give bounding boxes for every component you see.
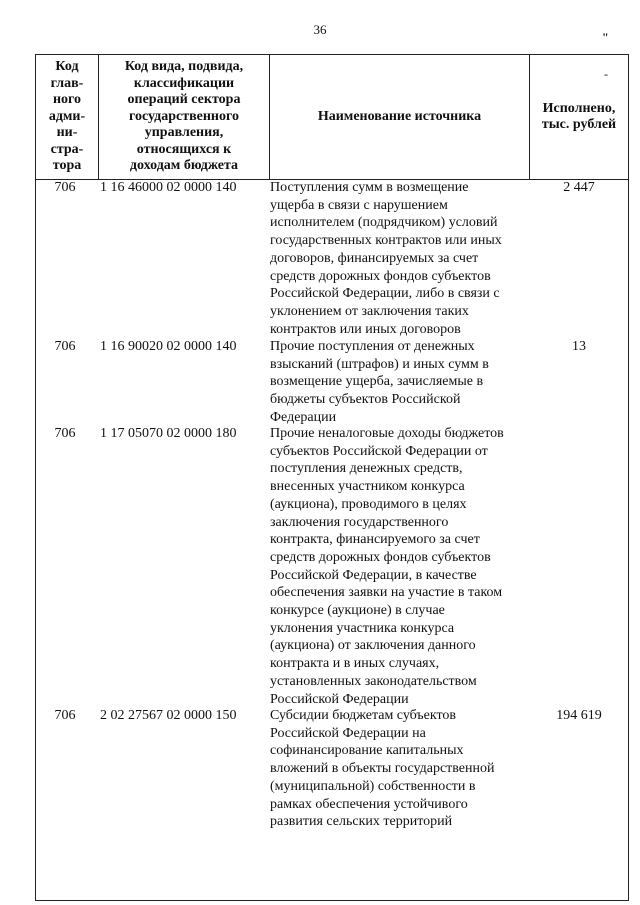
table-header [36, 55, 628, 180]
header-amount: Исполнено, тыс. рублей [541, 100, 617, 132]
source-name: Субсидии бюджетам субъектов Российской Федерации на софинансирование капитальных вложений в объекты государственной (муниципальной) собственности в рамках обеспечения устойчивого развития сельских территорий [270, 708, 495, 830]
amount: 13 [572, 339, 586, 354]
source-name: Прочие неналоговые доходы бюджетов субъектов Российской Федерации от поступления денежных средств, внесенных участником конкурса (аукциона), проводимого в целях заключения государственного контракта, финансируемого за счет средств дорожных фондов субъектов Российской Федерации, в качестве обеспечения заявки на участие в таком конкурсе (аукционе) в случае уклонения участника конкурса (аукциона) от заключения данного контракта и в иных случаях, установленных законодательством Российской Федерации [270, 426, 504, 707]
source-name: Поступления сумм в возмещение ущерба в связи с нарушением исполнителем (подрядчиком) условий государственных контрактов или иных договоров, финансируемых за счет средств дорожных фондов субъектов Российской Федерации, либо в связи с уклонением от заключения таких контрактов или иных договоров [270, 180, 502, 337]
header-source-name: Наименование источника [317, 108, 482, 124]
classification-code: 1 16 90020 02 0000 140 [100, 339, 237, 354]
classification-code: 1 16 46000 02 0000 140 [100, 180, 237, 195]
source-name: Прочие поступления от денежных взысканий (штрафов) и иных сумм в возмещение ущерба, зачисляемые в бюджеты субъектов Российской Федерации [270, 339, 489, 425]
header-classification-code: Код вида, подвида, классификации операций сектора государственного управления, относящихся к доходам бюджета [124, 59, 244, 174]
corner-mark: " [602, 30, 609, 44]
amount: 194 619 [556, 708, 602, 723]
classification-code: 2 02 27567 02 0000 150 [100, 708, 237, 723]
amount: 2 447 [563, 180, 595, 195]
admin-code: 706 [54, 339, 76, 354]
header-tick-mark: - [604, 67, 608, 81]
admin-code: 706 [54, 426, 76, 441]
header-admin-code: Код глав- ного адми- ни- стра- тора [48, 59, 86, 174]
admin-code: 706 [54, 180, 76, 195]
revenue-table [35, 54, 629, 901]
classification-code: 1 17 05070 02 0000 180 [100, 426, 237, 441]
page-number: 36 [313, 22, 327, 37]
admin-code: 706 [54, 708, 76, 723]
